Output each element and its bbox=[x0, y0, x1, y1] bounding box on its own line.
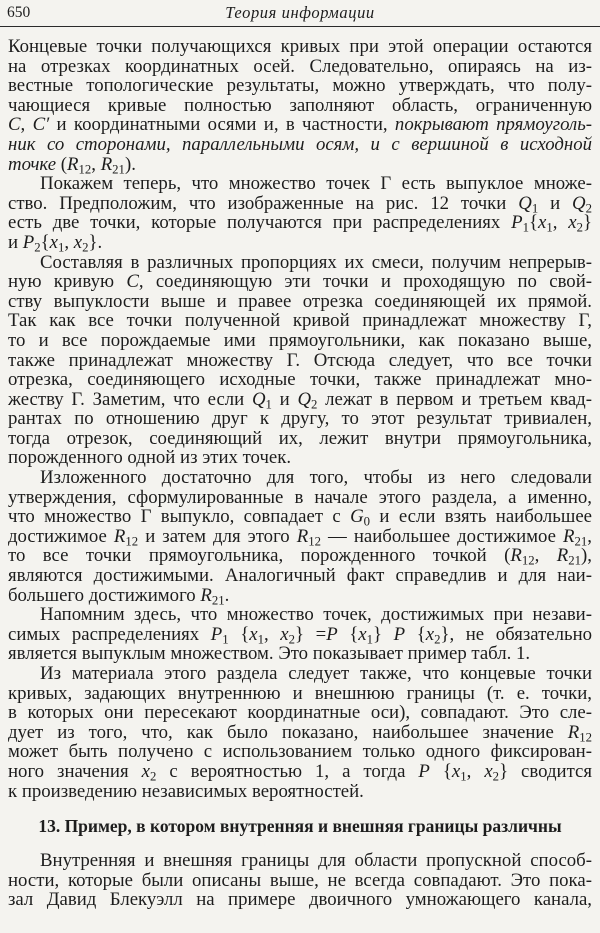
text-line bbox=[8, 851, 592, 871]
text-run: { bbox=[40, 231, 50, 253]
italic-text: x bbox=[141, 760, 150, 782]
subscript: 1 bbox=[366, 632, 374, 647]
text-run: ), bbox=[581, 545, 592, 567]
text-run: чающиеся кривые полностью заполняют область, ограниченную bbox=[8, 94, 592, 116]
subscript: 1 bbox=[460, 769, 467, 784]
text-line bbox=[8, 76, 592, 96]
text-run: { bbox=[337, 623, 359, 645]
text-run: , bbox=[534, 545, 557, 567]
text-run: , bbox=[91, 153, 101, 175]
text-run: отрезка, соединяющего исходные точки, также принадлежат мно- bbox=[8, 369, 592, 391]
text-run: также принадлежат множеству Г. Отсюда следует, что все точки bbox=[8, 349, 592, 371]
text-line bbox=[8, 664, 592, 684]
italic-text: R bbox=[113, 525, 126, 547]
text-run: Концевые точки получающихся кривых при этой операции остаются bbox=[8, 36, 592, 57]
text-run: то и все порождаемые ими прямоугольники, как показано выше, bbox=[8, 329, 592, 351]
text-run: , bbox=[587, 525, 592, 547]
text-line bbox=[8, 605, 592, 625]
text-run: }. bbox=[88, 231, 103, 253]
italic-text: R bbox=[200, 584, 212, 606]
text-line bbox=[8, 625, 592, 645]
text-line bbox=[8, 586, 592, 606]
paragraph bbox=[8, 36, 592, 177]
text-line bbox=[8, 390, 592, 410]
text-run: ную кривую bbox=[8, 271, 127, 293]
text-run: Изложенного достаточно для того, чтобы из него следовали bbox=[40, 467, 592, 489]
subscript: 21 bbox=[574, 534, 588, 549]
paragraph bbox=[8, 173, 592, 255]
text-run: ности, которые были описаны выше, не всегда совпадают. Это пока- bbox=[8, 869, 592, 891]
text-line bbox=[8, 684, 592, 704]
subscript: 21 bbox=[568, 554, 582, 569]
subscript: 2 bbox=[434, 632, 441, 647]
italic-text: P bbox=[210, 623, 223, 645]
text-line bbox=[8, 566, 592, 586]
italic-text: C bbox=[8, 114, 21, 136]
text-run: с вероятностью 1, а тогда bbox=[156, 760, 419, 782]
italic-text: ник со сторонами, параллельными осям, и с вершиной в исходной bbox=[8, 133, 592, 155]
italic-text: R bbox=[567, 721, 580, 743]
running-title: Теория информации bbox=[225, 3, 375, 22]
text-line bbox=[8, 742, 592, 762]
paragraph bbox=[8, 253, 592, 469]
section-heading: 13. Пример, в котором внутренняя и внешняя границы различны bbox=[38, 816, 562, 837]
text-line bbox=[8, 155, 592, 175]
text-run: — наибольшее достижимое bbox=[321, 525, 564, 547]
text-run: рантах по отношению друг к другу, то этот результат тривиален, bbox=[8, 408, 592, 430]
text-line bbox=[8, 331, 592, 351]
text-run: является выпуклым множеством. Это показывает пример табл. 1. bbox=[8, 643, 531, 665]
text-line bbox=[8, 429, 592, 449]
text-line bbox=[8, 762, 592, 782]
italic-text: Q bbox=[518, 192, 532, 214]
text-line bbox=[8, 644, 592, 664]
text-line bbox=[8, 527, 592, 547]
text-run: }, не обязательно bbox=[440, 623, 593, 645]
italic-text: покрывают прямоуголь- bbox=[394, 114, 592, 136]
italic-text: x bbox=[358, 623, 367, 645]
text-run: что множество Г выпукло, совпадает с bbox=[8, 506, 351, 528]
subscript: 1 bbox=[522, 220, 529, 235]
subscript: 1 bbox=[57, 240, 65, 255]
text-run: и если взять наибольшее bbox=[370, 506, 592, 528]
subscript: 12 bbox=[308, 534, 321, 549]
subscript: 12 bbox=[579, 730, 592, 745]
text-run: , bbox=[263, 623, 281, 645]
text-line bbox=[8, 409, 592, 429]
text-run: порожденного одной из этих точек. bbox=[8, 447, 292, 469]
paragraph bbox=[8, 605, 592, 664]
text-run: , соединяющую эти точки и проходящую по свой- bbox=[138, 271, 592, 293]
text-run: есть две точки, которые получаются при распределениях bbox=[8, 212, 512, 234]
italic-text: Q bbox=[251, 388, 266, 410]
text-line bbox=[8, 703, 592, 723]
subscript: 2 bbox=[492, 769, 500, 784]
text-run: ству выпуклости выше и правее отрезка соединяющей их прямой. bbox=[8, 290, 592, 312]
text-line bbox=[8, 253, 592, 273]
text-run: ( bbox=[56, 153, 68, 175]
text-line bbox=[8, 488, 592, 508]
text-line bbox=[8, 233, 592, 253]
text-line bbox=[8, 890, 592, 910]
italic-text: Q bbox=[572, 192, 586, 214]
text-run: , bbox=[20, 114, 33, 136]
italic-text: x bbox=[280, 623, 289, 645]
text-run: кривых, задающих внутреннюю и внешнюю границы (т. е. точки, bbox=[8, 682, 592, 704]
italic-text: R bbox=[67, 153, 79, 175]
text-run: ного значения bbox=[8, 760, 142, 782]
text-line bbox=[8, 311, 592, 331]
text-line bbox=[8, 292, 592, 312]
text-run: . bbox=[224, 584, 230, 606]
text-run: к произведению независимых вероятностей. bbox=[8, 780, 364, 802]
italic-text: R bbox=[563, 525, 575, 547]
text-run: достижимое bbox=[8, 525, 114, 547]
italic-text: x bbox=[73, 231, 83, 253]
text-line bbox=[8, 468, 592, 488]
text-run: Напомним здесь, что множество точек, достижимых при незави- bbox=[40, 604, 592, 626]
text-run: в которых они пересекают координатные оси), совпадают. Это сле- bbox=[8, 702, 592, 724]
subscript: 2 bbox=[311, 397, 318, 412]
paragraph bbox=[8, 851, 592, 910]
italic-text: R bbox=[556, 545, 569, 567]
text-line bbox=[8, 115, 592, 135]
subscript: 1 bbox=[546, 220, 553, 235]
text-run: } bbox=[582, 212, 592, 234]
italic-text: x bbox=[538, 212, 547, 234]
text-run: } = bbox=[295, 623, 327, 645]
text-run: дует из того, что, как было показано, наибольшее значение bbox=[8, 721, 568, 743]
text-run: , bbox=[466, 760, 485, 782]
paragraph bbox=[8, 664, 592, 801]
text-run: и координатными осями и, в частности, bbox=[49, 114, 395, 136]
text-line bbox=[8, 507, 592, 527]
text-run: и bbox=[538, 192, 573, 214]
subscript: 21 bbox=[211, 593, 225, 608]
text-line bbox=[8, 174, 592, 194]
text-line bbox=[8, 782, 592, 802]
subscript: 21 bbox=[112, 162, 125, 177]
text-run: } bbox=[373, 623, 394, 645]
text-run: Так как все точки полученной кривой принадлежат множеству Г, bbox=[8, 310, 592, 332]
running-head bbox=[0, 0, 600, 27]
text-line bbox=[8, 351, 592, 371]
text-line bbox=[8, 135, 592, 155]
subscript: 1 bbox=[265, 397, 272, 412]
subscript: 12 bbox=[521, 554, 535, 569]
text-run: вестные топологические результаты, можно утверждать, что полу- bbox=[8, 75, 592, 97]
text-line bbox=[8, 57, 592, 77]
subscript: 2 bbox=[82, 240, 89, 255]
text-run: { bbox=[429, 760, 452, 782]
text-line bbox=[8, 37, 592, 57]
italic-text: Q bbox=[297, 388, 312, 410]
text-run: симых распределениях bbox=[8, 623, 211, 645]
text-line bbox=[8, 213, 592, 233]
subscript: 0 bbox=[363, 514, 371, 529]
italic-text: x bbox=[568, 212, 577, 234]
text-line bbox=[8, 723, 592, 743]
text-run: , bbox=[64, 231, 74, 253]
text-run: ). bbox=[124, 153, 136, 175]
text-line bbox=[8, 370, 592, 390]
text-run: и bbox=[271, 388, 298, 410]
text-run: { bbox=[228, 623, 250, 645]
italic-text: C′ bbox=[32, 114, 50, 136]
text-line bbox=[8, 545, 592, 569]
text-run: на отрезках координатных осей. Следовательно, опираясь на из- bbox=[8, 55, 592, 77]
italic-text: x bbox=[484, 760, 493, 782]
subscript: 1 bbox=[222, 632, 229, 647]
text-run: , bbox=[552, 212, 569, 234]
text-run: может быть получено с использованием только одного фиксирован- bbox=[8, 741, 592, 763]
text-run: ство. Предположим, что изображенные на рис. 12 точки bbox=[8, 192, 519, 214]
italic-text: x bbox=[425, 623, 435, 645]
italic-text: G bbox=[350, 506, 364, 528]
italic-text: P bbox=[418, 760, 430, 782]
subscript: 2 bbox=[149, 769, 157, 784]
text-run: тогда отрезок, соединяющий их, лежит внутри прямоугольника, bbox=[8, 427, 592, 449]
subscript: 2 bbox=[576, 220, 583, 235]
italic-text: точке bbox=[8, 153, 57, 175]
subscript: 12 bbox=[78, 162, 92, 177]
subscript: 12 bbox=[125, 534, 139, 549]
subscript: 2 bbox=[34, 240, 41, 255]
text-run: Покажем теперь, что множество точек Г есть выпуклое множе- bbox=[40, 173, 592, 195]
text-run: являются достижимыми. Аналогичный факт справедлив и для наи- bbox=[8, 565, 592, 587]
text-line bbox=[8, 448, 592, 468]
italic-text: R bbox=[296, 525, 309, 547]
text-run: утверждения, сформулированные в начале этого раздела, а именно, bbox=[8, 486, 592, 508]
italic-text: x bbox=[451, 760, 461, 782]
paragraph bbox=[8, 467, 592, 608]
text-run: Составляя в различных пропорциях их смеси, получим непрерыв- bbox=[40, 251, 592, 273]
italic-text: P bbox=[511, 212, 523, 234]
page-number: 650 bbox=[7, 4, 31, 21]
italic-text: C bbox=[126, 271, 139, 293]
italic-text: R bbox=[100, 153, 113, 175]
text-run: Внутренняя и внешняя границы для области пропускной способ- bbox=[40, 850, 592, 872]
text-run: { bbox=[529, 212, 539, 234]
subscript: 1 bbox=[531, 201, 539, 216]
italic-text: R bbox=[510, 545, 522, 567]
text-line bbox=[8, 96, 592, 116]
text-run: то все точки прямоугольника, порожденного точкой ( bbox=[8, 545, 511, 567]
italic-text: P bbox=[393, 623, 406, 645]
italic-text: x bbox=[49, 231, 58, 253]
text-run: { bbox=[405, 623, 426, 645]
italic-text: P bbox=[22, 231, 35, 253]
text-run: большего достижимого bbox=[8, 584, 201, 606]
page-body bbox=[8, 37, 592, 910]
text-run: Из материала этого раздела следует также, что концевые точки bbox=[40, 663, 592, 684]
subscript: 1 bbox=[257, 632, 264, 647]
text-line bbox=[8, 194, 592, 214]
text-run: жеству Г. Заметим, что если bbox=[8, 388, 252, 410]
subscript: 2 bbox=[288, 632, 295, 647]
text-run: и затем для этого bbox=[138, 525, 297, 547]
text-run: и bbox=[8, 231, 23, 253]
subscript: 2 bbox=[585, 201, 592, 216]
text-run: зал Давид Блекуэлл на примере двоичного умножающего канала, bbox=[8, 889, 592, 911]
text-line bbox=[8, 871, 592, 891]
text-line bbox=[8, 272, 592, 292]
text-run: } сводится bbox=[499, 760, 593, 782]
text-run: лежат в первом и третьем квад- bbox=[317, 388, 592, 410]
italic-text: P bbox=[326, 623, 338, 645]
italic-text: x bbox=[249, 623, 258, 645]
